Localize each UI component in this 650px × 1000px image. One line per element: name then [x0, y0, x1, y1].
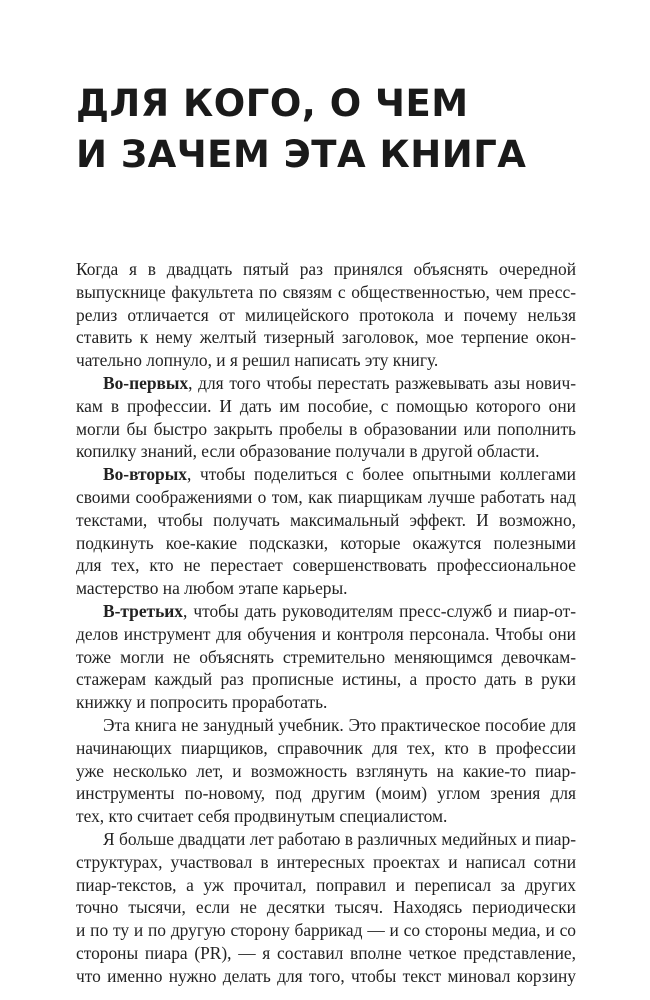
- text-line: ставить к нему желтый тизерный заголовок, мое терпение окон-: [76, 327, 576, 348]
- text-line: уже несколько лет, и возможность взглянуть на какие-то пиар-: [76, 760, 576, 781]
- paragraph-thirdly: [76, 600, 576, 714]
- lead-word-firstly: Во-первых: [103, 372, 189, 393]
- text-line: что именно нужно делать для того, чтобы текст миновал корзину: [76, 965, 576, 986]
- paragraph-secondly: [76, 463, 576, 600]
- text-line: кам в профессии. И дать им пособие, с помощью которого они: [76, 395, 576, 416]
- chapter-heading-line-2: И ЗАЧЕМ ЭТА КНИГА: [76, 133, 527, 176]
- text-line: тоже могли не объяснять стремительно меняющимся девочкам-: [76, 646, 576, 667]
- text-fragment: , для того чтобы перестать разжевывать азы нович-: [188, 372, 576, 393]
- text-line: мастерство на любом этапе карьеры.: [76, 578, 348, 599]
- text-line: тех, кто считает себя продвинутым специалистом.: [76, 806, 448, 827]
- paragraph-experience: [76, 828, 576, 988]
- text-line: релиз отличается от милицейского протокола и почему нельзя: [76, 304, 576, 325]
- text-line: структурах, участвовал в интересных проектах и написал сотни: [76, 851, 576, 872]
- text-line: для тех, кто не перестает совершенствовать профессиональное: [76, 555, 576, 576]
- text-line: Я больше двадцати лет работаю в различных медийных и пиар-: [103, 828, 576, 849]
- paragraph-intro: [76, 258, 576, 372]
- lead-word-secondly: Во-вторых: [103, 464, 187, 485]
- text-fragment: , чтобы дать руководителям пресс-служб и пиар-от-: [183, 600, 576, 621]
- text-line: своими соображениями о том, как пиарщикам лучше работать над: [76, 486, 576, 507]
- text-line: [76, 372, 576, 395]
- text-line: Эта книга не занудный учебник. Это практическое пособие для: [103, 714, 576, 735]
- text-fragment: , чтобы поделиться с более опытными коллегами: [187, 464, 576, 485]
- paragraph-not-textbook: [76, 714, 576, 828]
- text-line: [76, 463, 576, 486]
- text-line: стороны пиара (PR), — я составил вполне четкое представление,: [76, 942, 576, 963]
- text-line: пиар-текстов, а уж прочитал, поправил и переписал за других: [76, 874, 576, 895]
- text-line: выпускнице факультета по связям с общественностью, чем пресс-: [76, 281, 576, 302]
- lead-word-thirdly: В-третьих: [103, 600, 183, 621]
- text-line: и по ту и по другую сторону баррикад — и со стороны медиа, и со: [76, 920, 576, 941]
- text-line: копилку знаний, если образование получали в другой области.: [76, 441, 540, 462]
- text-line: текстами, чтобы получать максимальный эффект. И возможно,: [76, 509, 576, 530]
- text-line: делов инструмент для обучения и контроля персонала. Чтобы они: [76, 623, 576, 644]
- text-line: книжку и попросить проработать.: [76, 692, 328, 713]
- text-line: [76, 600, 576, 623]
- text-line: Когда я в двадцать пятый раз принялся объяснять очередной: [76, 259, 576, 279]
- chapter-heading-line-1: ДЛЯ КОГО, О ЧЕМ: [76, 82, 469, 125]
- text-line: чательно лопнуло, и я решил написать эту книгу.: [76, 350, 439, 371]
- chapter-body-text: [76, 258, 576, 988]
- text-line: могли бы быстро закрыть пробелы в образовании или пополнить: [76, 418, 576, 439]
- chapter-heading: [76, 78, 596, 180]
- text-line: начинающих пиарщиков, справочник для тех, кто в профессии: [76, 737, 576, 758]
- text-line: стажерам каждый раз прописные истины, а просто дать в руки: [76, 669, 576, 690]
- text-line: точно тысячи, если не десятки тысяч. Находясь периодически: [76, 897, 576, 918]
- text-line: инструменты по-новому, под другим (моим) углом зрения для: [76, 783, 576, 804]
- text-line: подкинуть кое-какие подсказки, которые окажутся полезными: [76, 532, 576, 553]
- paragraph-firstly: [76, 372, 576, 463]
